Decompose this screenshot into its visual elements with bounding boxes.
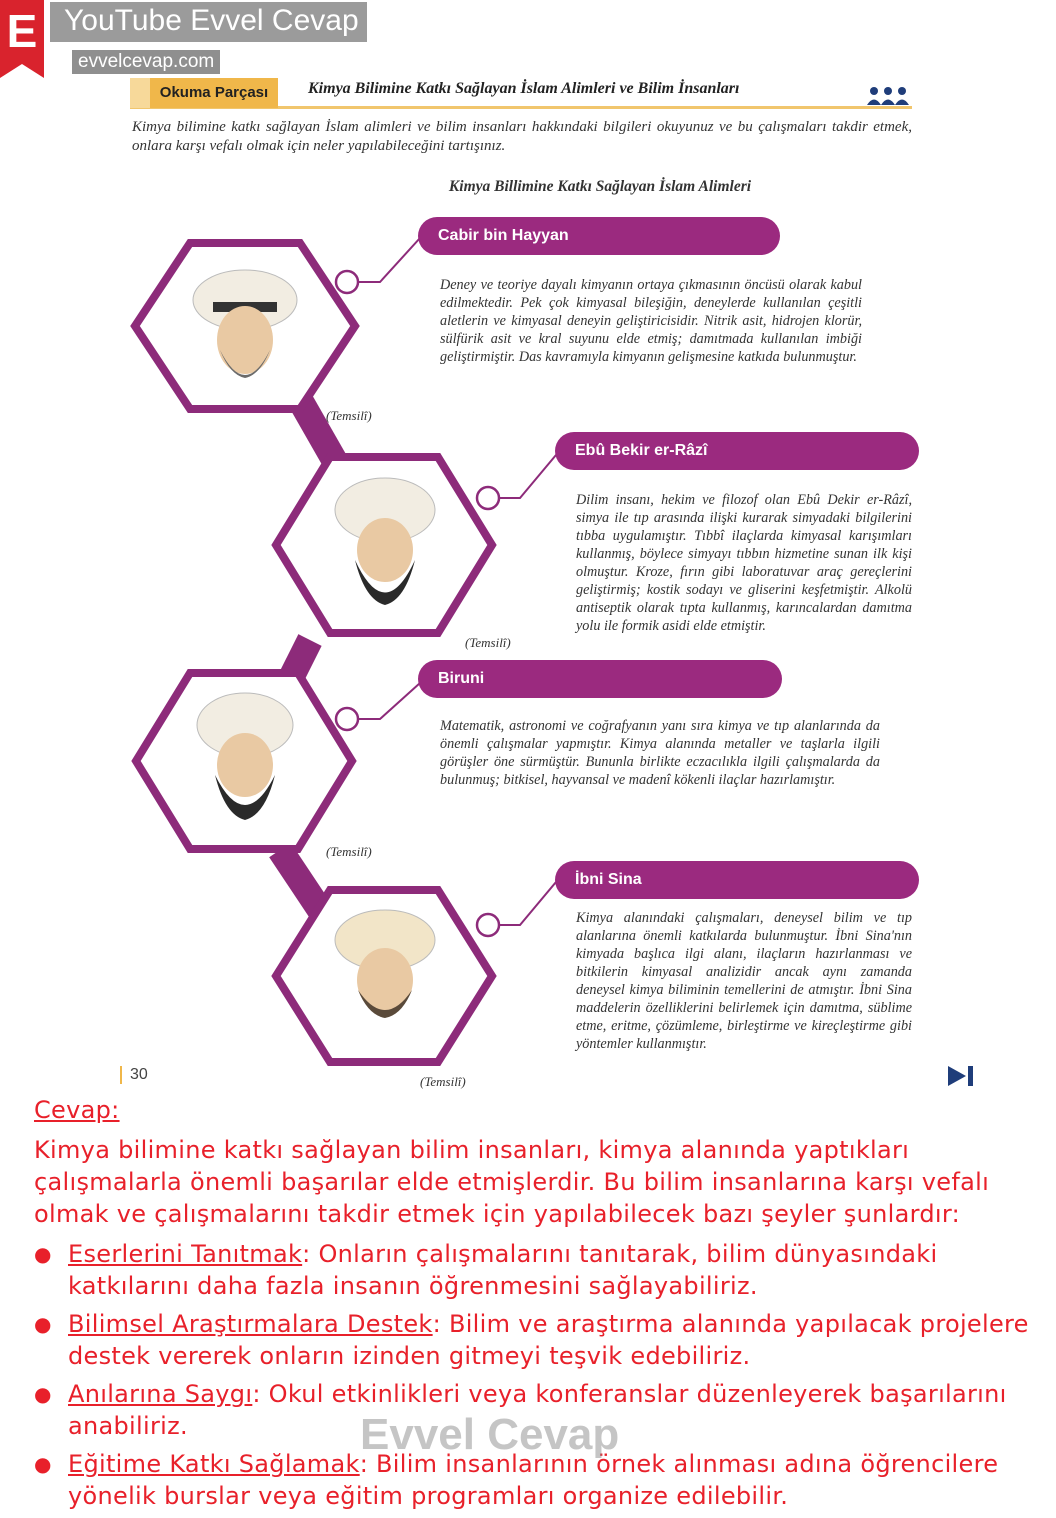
answer-item bbox=[34, 1238, 1034, 1302]
connector-3 bbox=[280, 850, 320, 910]
answer-item-text: : Onların çalışmalarını tanıtarak, bilim dünyasındaki katkılarını daha fazla insanın öğrenmesini sağlayabiliriz. bbox=[68, 1240, 938, 1300]
page-number: 30 bbox=[120, 1066, 148, 1084]
answer-item-keyword: Anılarına Saygı bbox=[68, 1380, 253, 1408]
brand-logo-icon: E bbox=[0, 0, 44, 64]
callout-dot-1 bbox=[336, 271, 358, 293]
answer-item-text: : Okul etkinlikleri veya konferanslar düzenleyerek başarılarını anabiliriz. bbox=[68, 1380, 1007, 1440]
callout-line-1 bbox=[347, 238, 420, 282]
watermark-bottom: Evvel Cevap bbox=[360, 1410, 620, 1459]
scholar-text-1: Deney ve teoriye dayalı kimyanın ortaya çıkmasının öncüsü olarak kabul edilmektedir. Pek çok kimyasal bileşiğin, deneylerde kullanılan çeşitli aletlerin ve kimyasal deneyin geliştiricisidir. Nitrik asit, hidrojen klorür, sülfürik asit ve kral suyunu elde etmiş; damıtmada kullanılan imbiği geliştirmiştir. Das kavramıyla kimyanın gelişmesine katkıda bulunmuştur. bbox=[440, 277, 862, 365]
answer-item-text: : Bilim ve araştırma alanında yapılacak projelere destek vererek onların izinden gitmeyi teşvik edebiliriz. bbox=[68, 1310, 1029, 1370]
section-subtitle: Kimya Billimine Katkı Sağlayan İslam Alimleri bbox=[448, 178, 752, 195]
answer-heading: Cevap: bbox=[34, 1096, 120, 1124]
scholar-caption-2: (Temsilî) bbox=[465, 635, 511, 650]
answer-item bbox=[34, 1308, 1034, 1372]
intro-text: Kimya bilimine katkı sağlayan İslam alimleri ve bilim insanları hakkındaki bilgileri okuyunuz ve bu çalışmaları takdir etmek, onlara karşı vefalı olmak için neler yapılabileceğini tartışınız. bbox=[132, 119, 912, 154]
scholar-text-3: Matematik, astronomi ve coğrafyanın yanı sıra kimya ve tıp alanlarında da önemli çalışmalar yapmıştır. Kimya alanında metaller ve taşlarla ilgili görüşler öne sürmüştür. Bununla birlikte eczacılıkla ilgili çalışmalarda da bulunmuş; bitkisel, hayvansal ve madenî kökenli ilaçlar hazırlamıştır. bbox=[440, 718, 880, 788]
scholar-text-2: Dilim insanı, hekim ve filozof olan Ebû Dekir er-Râzî, simya ile tıp arasında ilişki kurarak simyadaki bilgilerini tıbba uygulamıştır. Tıbbî ilaçlarda kimyasal karışımları kullanmış, böylece simyayı tıbbın hizmetine sunan ilk kişi olmuştur. Kroze, fırın gibi laboratuvar araç gereçlerini geliştirmiş; kostik sodayı ve gliserini keşfetmiştir. Alkolü antiseptik olarak tıpta kullanmış, karıncalardan damıtma yolu ile formik asidi elde etmiştir. bbox=[576, 492, 912, 634]
scholar-text-4: Kimya alanındaki çalışmaları, deneysel bilim ve tıp alanlarına önemli katkılarda bulunmuştur. İbni Sina'nın kimyada başlıca ilgi alanı, ilaçların hazırlanması ve bitkilerin kimyasal analizidir ancak aynı zamanda deneysel kimya biliminin temellerini de atmıştır. İbni Sina maddelerin özelliklerini belirlemek için damıtma, süblime etme, eritme, çözümleme, birleştirme ve kireçleştirme gibi yöntemler kullanmıştır. bbox=[576, 910, 912, 1052]
callout-dot-4 bbox=[477, 914, 499, 936]
scholar-name-2: Ebû Bekir er-Râzî bbox=[555, 432, 919, 470]
callout-dot-3 bbox=[336, 708, 358, 730]
answer-item-keyword: Eğitime Katkı Sağlamak bbox=[68, 1450, 360, 1478]
answer-item-keyword: Eserlerini Tanıtmak bbox=[68, 1240, 303, 1268]
answer-paragraph: Kimya bilimine katkı sağlayan bilim insanları, kimya alanında yaptıkları çalışmalarla önemli başarılar elde etmişlerdir. Bu bilim insanlarına karşı vefalı olmak ve çalışmalarını takdir etmek için yapılabilecek bazı şeyler şunlardır: bbox=[34, 1136, 990, 1228]
callout-dot-2 bbox=[477, 487, 499, 509]
brand-title: YouTube Evvel Cevap bbox=[50, 2, 367, 42]
scholar-caption-4: (Temsilî) bbox=[420, 1074, 466, 1089]
header-tab: Okuma Parçası bbox=[150, 78, 278, 108]
next-page-icon[interactable] bbox=[946, 1064, 976, 1088]
scholar-name-1: Cabir bin Hayyan bbox=[418, 217, 780, 255]
header-title: Kimya Bilimine Katkı Sağlayan İslam Alimleri ve Bilim İnsanları bbox=[308, 80, 740, 97]
scholar-name-3: Biruni bbox=[418, 660, 782, 698]
answer-item-text: : Bilim insanlarının örnek alınması adına öğrencilere yönelik burslar veya eğitim programları organize edilebilir. bbox=[68, 1450, 999, 1510]
scholar-caption-1: (Temsilî) bbox=[326, 408, 372, 423]
answer-item-keyword: Bilimsel Araştırmalara Destek bbox=[68, 1310, 433, 1338]
scholar-name-4: İbni Sina bbox=[555, 861, 919, 899]
scholar-caption-3: (Temsilî) bbox=[326, 844, 372, 859]
brand-site: evvelcevap.com bbox=[72, 50, 220, 74]
answer-list bbox=[34, 1238, 1034, 1518]
